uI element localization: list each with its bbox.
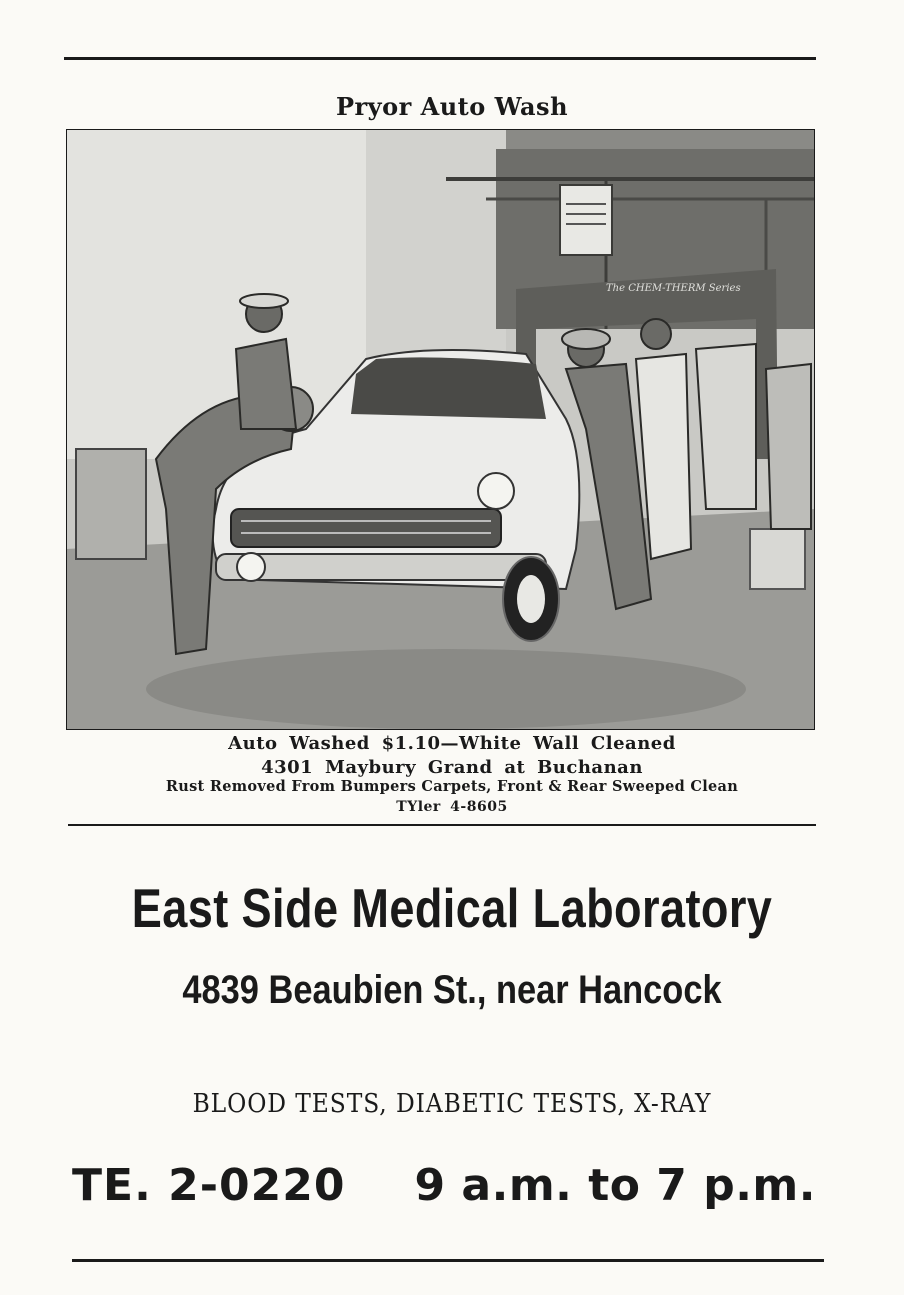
car-wash-phone: TYler 4-8605 — [396, 799, 508, 815]
machine-sign: The CHEM-THERM Series — [606, 283, 741, 294]
car-wash-photo-illustration — [66, 129, 815, 730]
car-wash-address-line: 4301 Maybury Grand at Buchanan — [261, 757, 643, 778]
car-wash-photo — [66, 129, 815, 730]
bottom-divider — [72, 1259, 824, 1262]
top-divider — [64, 57, 816, 60]
car-wash-title: Pryor Auto Wash — [335, 92, 569, 121]
lab-address: 4839 Beaubien St., near Hancock — [182, 968, 722, 1012]
car-wash-services-line: Rust Removed From Bumpers Carpets, Front & Rear Sweeped Clean — [165, 778, 739, 795]
lab-hours: 9 a.m. to 7 p.m. — [414, 1160, 816, 1211]
lab-services: BLOOD TESTS, DIABETIC TESTS, X-RAY — [192, 1089, 712, 1119]
car-wash-price-line: Auto Washed $1.10—White Wall Cleaned — [228, 733, 676, 754]
lab-name: East Side Medical Laboratory — [131, 877, 773, 939]
lab-phone: TE. 2-0220 — [72, 1160, 346, 1211]
middle-divider — [68, 824, 816, 826]
